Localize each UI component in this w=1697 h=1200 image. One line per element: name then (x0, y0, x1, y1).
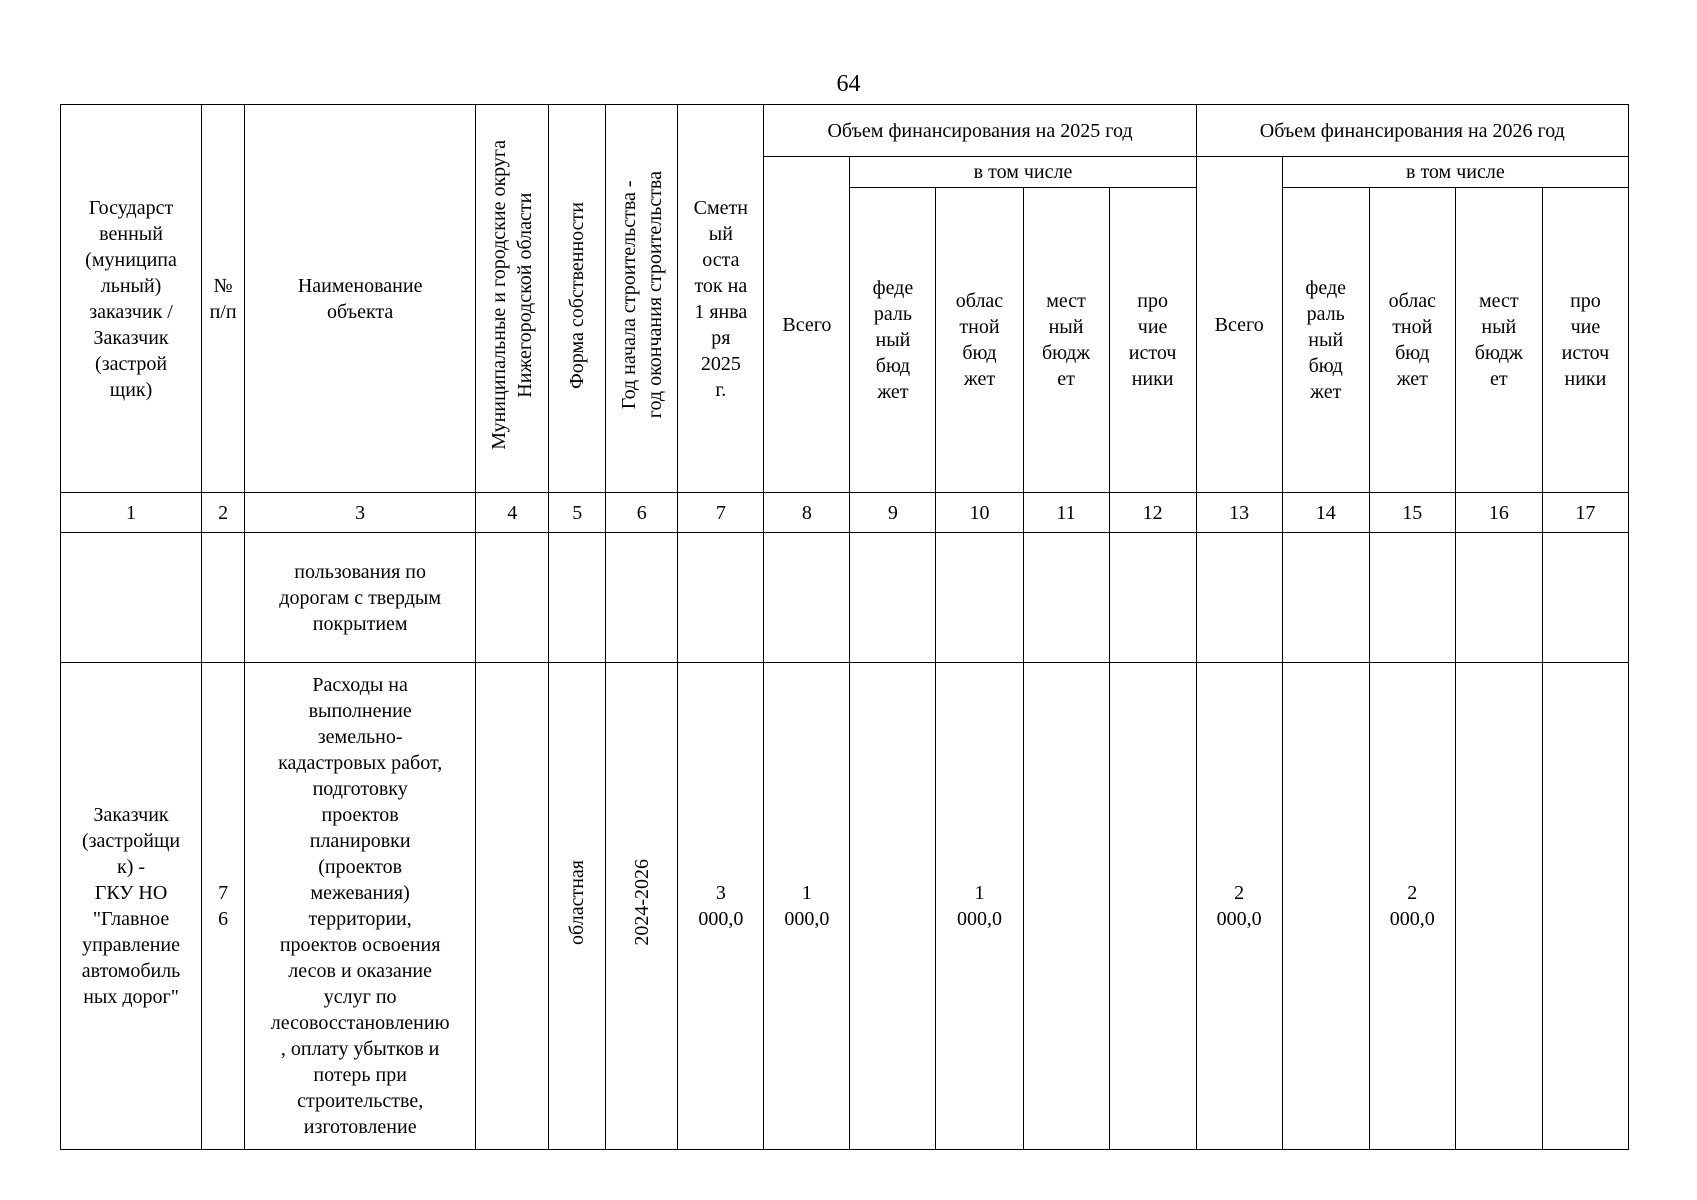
column-number: 3 (245, 493, 476, 533)
cell-regional-2025 (936, 533, 1023, 663)
column-number: 1 (61, 493, 202, 533)
table-row (61, 533, 1629, 663)
page-number: 64 (836, 71, 861, 97)
header-local-2025: мест ный бюдж ет (1023, 188, 1109, 493)
cell-other-2026 (1542, 663, 1628, 1150)
column-number: 7 (678, 493, 764, 533)
column-number-row (61, 493, 1629, 533)
header-regional-2025: облас тной бюд жет (936, 188, 1023, 493)
cell-row-number: 7 6 (202, 663, 245, 1150)
cell-total-2026 (1196, 533, 1282, 663)
header-object-name: Наименование объекта (245, 105, 476, 493)
cell-estimate: 3 000,0 (678, 663, 764, 1150)
column-number: 4 (476, 493, 549, 533)
cell-customer: Заказчик (застройщи к) - ГКУ НО "Главное управление автомобиль ных дорог" (61, 663, 202, 1150)
column-number: 11 (1023, 493, 1109, 533)
header-total-2025: Всего (764, 157, 850, 493)
cell-municipal (476, 663, 549, 1150)
header-local-2026: мест ный бюдж ет (1455, 188, 1542, 493)
column-number: 17 (1542, 493, 1628, 533)
header-other-2026: про чие источ ники (1542, 188, 1628, 493)
cell-total-2025 (764, 533, 850, 663)
cell-other-2025 (1109, 663, 1196, 1150)
cell-regional-2025: 1 000,0 (936, 663, 1023, 1150)
cell-ownership: областная (549, 663, 606, 1150)
cell-federal-2025 (850, 663, 936, 1150)
column-number: 12 (1109, 493, 1196, 533)
cell-total-2025: 1 000,0 (764, 663, 850, 1150)
header-municipal-districts: Муниципальные и городские округа Нижегородской области (476, 105, 549, 493)
header-regional-2026: облас тной бюд жет (1369, 188, 1455, 493)
cell-federal-2026 (1282, 663, 1369, 1150)
financing-table (60, 104, 1629, 1150)
cell-federal-2025 (850, 533, 936, 663)
cell-row-number (202, 533, 245, 663)
header-construction-years: Год начала строительства - год окончания строительства (606, 105, 678, 493)
table-row (61, 663, 1629, 1150)
header-financing-2025: Объем финансирования на 2025 год (764, 105, 1196, 157)
cell-local-2026 (1455, 663, 1542, 1150)
column-number: 9 (850, 493, 936, 533)
cell-regional-2026 (1369, 533, 1455, 663)
column-number: 2 (202, 493, 245, 533)
cell-estimate (678, 533, 764, 663)
cell-object-name: пользования по дорогам с твердым покрытием (245, 533, 476, 663)
column-number: 6 (606, 493, 678, 533)
cell-other-2025 (1109, 533, 1196, 663)
header-estimate-balance: Сметн ый оста ток на 1 янва ря 2025 г. (678, 105, 764, 493)
header-federal-2026: феде раль ный бюд жет (1282, 188, 1369, 493)
cell-regional-2026: 2 000,0 (1369, 663, 1455, 1150)
header-other-2025: про чие источ ники (1109, 188, 1196, 493)
header-including-2026: в том числе (1282, 157, 1628, 188)
cell-local-2025 (1023, 533, 1109, 663)
cell-federal-2026 (1282, 533, 1369, 663)
cell-ownership (549, 533, 606, 663)
cell-local-2025 (1023, 663, 1109, 1150)
cell-other-2026 (1542, 533, 1628, 663)
header-total-2026: Всего (1196, 157, 1282, 493)
cell-local-2026 (1455, 533, 1542, 663)
cell-total-2026: 2 000,0 (1196, 663, 1282, 1150)
column-number: 13 (1196, 493, 1282, 533)
header-federal-2025: феде раль ный бюд жет (850, 188, 936, 493)
column-number: 14 (1282, 493, 1369, 533)
cell-municipal (476, 533, 549, 663)
column-number: 16 (1455, 493, 1542, 533)
cell-years: 2024-2026 (606, 663, 678, 1150)
cell-years (606, 533, 678, 663)
header-ownership-form: Форма собственности (549, 105, 606, 493)
header-financing-2026: Объем финансирования на 2026 год (1196, 105, 1628, 157)
cell-customer (61, 533, 202, 663)
column-number: 5 (549, 493, 606, 533)
header-customer: Государст венный (муниципа льный) заказчик / Заказчик (застрой щик) (61, 105, 202, 493)
header-row-number: № п/п (202, 105, 245, 493)
column-number: 15 (1369, 493, 1455, 533)
column-number: 8 (764, 493, 850, 533)
column-number: 10 (936, 493, 1023, 533)
header-including-2025: в том числе (850, 157, 1196, 188)
cell-object-name: Расходы на выполнение земельно- кадастровых работ, подготовку проектов планировки (проектов межевания) территории, проектов освоения лесов и оказание услуг по лесовосстановлению , оплату убытков и потерь при строительстве, изготовление (245, 663, 476, 1150)
